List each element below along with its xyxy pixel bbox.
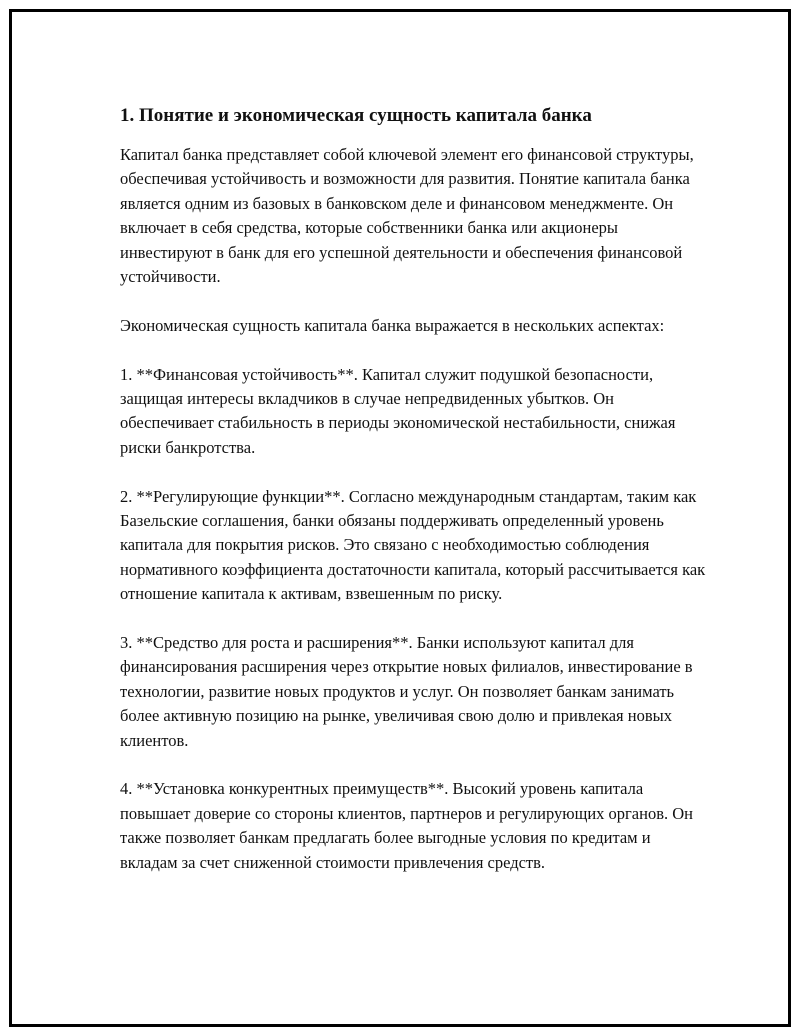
page-title: 1. Понятие и экономическая сущность капитала банка [120, 105, 592, 126]
aspect-item-competitive-advantages: 4. **Установка конкурентных преимуществ**. Высокий уровень капитала повышает доверие со стороны клиентов, партнеров и регулирующих органов. Он также позволяет банкам предлагать более выгодные условия по кредитам и вкладам за счет сниженной стоимости привлечения средств. [120, 779, 693, 872]
document-body [120, 104, 710, 900]
page-frame [9, 9, 791, 1027]
aspect-item-growth-means: 3. **Средство для роста и расширения**. Банки используют капитал для финансирования расширения через открытие новых филиалов, инвестирование в технологии, развитие новых продуктов и услуг. Он позволяет банкам занимать более активную позицию на рынке, увеличивая свою долю и привлекая новых клиентов. [120, 633, 693, 750]
intro-paragraph: Капитал банка представляет собой ключевой элемент его финансовой структуры, обеспечивая устойчивость и возможности для развития. Понятие капитала банка является одним из базовых в банковском деле и финансовом менеджменте. Он включает в себя средства, которые собственники банка или акционеры инвестируют в банк для его успешной деятельности и обеспечения финансовой устойчивости. [120, 145, 694, 287]
aspects-intro-paragraph: Экономическая сущность капитала банка выражается в нескольких аспектах: [120, 315, 665, 335]
aspect-item-regulatory-functions: 2. **Регулирующие функции**. Согласно международным стандартам, таким как Базельские соглашения, банки обязаны поддерживать определенный уровень капитала для покрытия рисков. Это связано с необходимостью соблюдения нормативного коэффициента достаточности капитала, который рассчитывается как отношение капитала к активам, взвешенным по риску. [120, 486, 706, 604]
aspect-item-financial-stability: 1. **Финансовая устойчивость**. Капитал служит подушкой безопасности, защищая интересы вкладчиков в случае непредвиденных убытков. Он обеспечивает стабильность в периоды экономической нестабильности, снижая риски банкротства. [120, 364, 676, 457]
